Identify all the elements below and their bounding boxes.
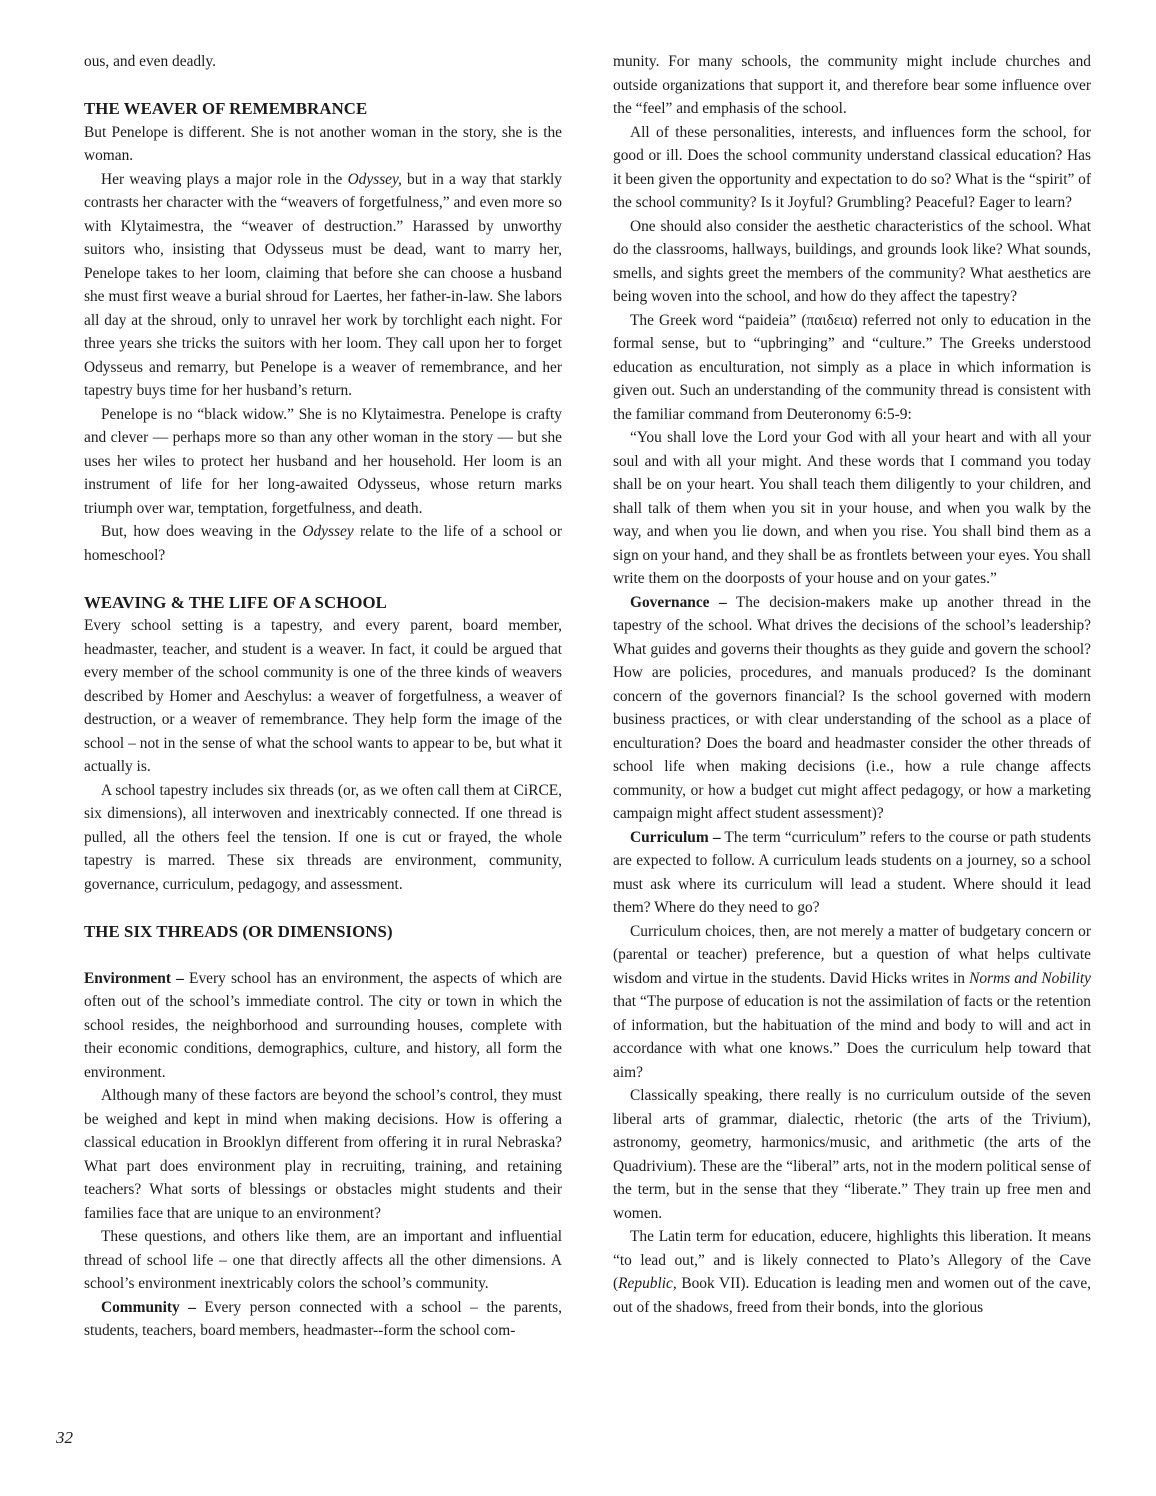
left-column [84,50,562,1343]
paragraph-governance: Governance – The decision-makers make up another thread in the tapestry of the school. What drives the decisions of the school’s leadership? What guides and governs their thoughts as they guide and govern the school? How are policies, procedures, and manuals produced? Is the dominant concern of the governors financial? Is the school governed with modern business practices, or with clear understanding of the school as a place of enculturation? Does the board and headmaster consider the other threads of school life when making decisions (i.e., how a rule change affects community, or how a budget cut might affect pedagogy, or how a marketing campaign might affect student assessment)? [613,593,1092,822]
paragraph: ous, and even deadly. [84,53,216,70]
paragraph-curriculum: Curriculum – The term “curriculum” refers to the course or path students are expected to follow. A curriculum leads students on a journey, so a school must ask where its curriculum will lead a student. Where should it lead them? Where do they need to go? [613,828,1092,916]
paragraph: munity. For many schools, the community might include churches and outside organizations that support it, and therefore bear some influence over the “feel” and emphasis of the school. [613,53,1091,117]
paragraph: Although many of these factors are beyond the school’s control, they must be weighed and kept in mind when making decisions. How is offering a classical education in Brooklyn different from offering it in rural Nebraska? What part does environment play in recruiting, training, and retaining teachers? What sorts of blessings or obstacles might students and their families face that are unique to an environment? [84,1087,562,1222]
paragraph: But, how does weaving in the Odyssey relate to the life of a school or homeschool? [84,523,562,564]
paragraph: Her weaving plays a major role in the Odyssey, but in a way that starkly contrasts her character with the “weavers of forgetfulness,” and even more so with Klytaimestra, the “weaver of destruction.” Harassed by unworthy suitors who, insisting that Odysseus must be dead, want to marry her, Penelope takes to her loom, claiming that before she can choose a husband she must first weave a burial shroud for Laertes, her father-in-law. She labors all day at the shroud, only to unravel her work by torchlight each night. For three years she tricks the suitors with her loom. They call upon her to forget Odysseus and remarry, but Penelope is a weaver of remembrance, and her tapestry buys time for her husband’s return. [84,170,562,399]
quotation-deuteronomy: “You shall love the Lord your God with all your heart and with all your soul and with all your might. And these words that I command you today shall be on your heart. You shall teach them diligently to your children, and shall talk of them when you sit in your house, and when you walk by the way, and when you lie down, and when you rise. You shall bind them as a sign on your hand, and they shall be as frontlets between your eyes. You shall write them on the doorposts of your house and on your gates.” [613,429,1091,587]
paragraph: Every school setting is a tapestry, and every parent, board member, headmaster, teacher, and student is a weaver. In fact, it could be argued that every member of the school community is one of the three kinds of weavers described by Homer and Aeschylus: a weaver of forgetfulness, a weaver of destruction, or a weaver of remembrance. They help form the image of the school – not in the sense of what the school wants to appear to be, but what it actually is. [84,617,562,775]
paragraph: All of these personalities, interests, and influences form the school, for good or ill. Does the school community understand classical education? Has it been given the opportunity and expectation to do so? What is the “spirit” of the school community? Is it Joyful? Grumbling? Peaceful? Eager to learn? [613,123,1091,211]
paragraph: Penelope is no “black widow.” She is no Klytaimestra. Penelope is crafty and clever — perhaps more so than any other woman in the story — but she uses her wiles to protect her husband and her household. Her loom is an instrument of life for her long-awaited Odysseus, whose return marks triumph over war, temptation, forgetfulness, and death. [84,405,562,517]
paragraph: The Greek word “paideia” (παιδεια) referred not only to education in the formal sense, but to “upbringing” and “culture.” The Greeks understood education as enculturation, not simply as a place in which information is given out. Such an understanding of the community thread is consistent with the familiar command from Deuteronomy 6:5-9: [613,311,1091,423]
paragraph-community: Community – Every person connected with a school – the parents, students, teachers, board members, headmaster--form the school com- [84,1298,562,1339]
paragraph: Classically speaking, there really is no curriculum outside of the seven liberal arts of grammar, dialectic, rhetoric (the arts of the Trivium), astronomy, geometry, harmonics/music, and arithmetic (the arts of the Quadrivium). These are the “liberal” arts, not in the modern political sense of the term, but in the sense that they “liberate.” They train up free men and women. [613,1087,1091,1222]
heading-weaver-of-remembrance: THE WEAVER OF REMEMBRANCE [84,99,368,118]
paragraph-environment: Environment – Every school has an environment, the aspects of which are often out of the school’s immediate control. The city or town in which the school resides, the neighborhood and surrounding houses, complete with their economic conditions, demographics, culture, and history, all form the environment. [84,969,562,1081]
paragraph: The Latin term for education, educere, highlights this liberation. It means “to lead out,” and is likely connected to Plato’s Allegory of the Cave (Republic, Book VII). Education is leading men and women out of the cave, out of the shadows, freed from their bonds, into the glorious [613,1228,1091,1316]
paragraph: Curriculum choices, then, are not merely a matter of budgetary concern or (parental or teacher) preference, but a question of what helps cultivate wisdom and virtue in the students. David Hicks writes in Norms and Nobility that “The purpose of education is not the assimilation of facts or the retention of information, but the habituation of the mind and body to will and act in accordance with what one knows.” Does the curriculum help toward that aim? [613,922,1091,1081]
paragraph: These questions, and others like them, are an important and influential thread of school life – one that directly affects all the other dimensions. A school’s environment inextricably colors the school’s community. [84,1228,562,1292]
heading-weaving-life-of-school: WEAVING & THE LIFE OF A SCHOOL [84,592,387,612]
paragraph: But Penelope is different. She is not another woman in the story, she is the woman. [84,123,562,164]
right-column [613,50,1091,1319]
paragraph: One should also consider the aesthetic characteristics of the school. What do the classrooms, hallways, buildings, and grounds look like? What sounds, smells, and sights greet the members of the community? What aesthetics are being woven into the school, and how do they affect the tapestry? [613,217,1091,305]
paragraph: A school tapestry includes six threads (or, as we often call them at CiRCE, six dimensions), all interwoven and inextricably connected. If one thread is pulled, all the others feel the tension. If one is cut or frayed, the whole tapestry is marred. These six threads are environment, community, governance, curriculum, pedagogy, and assessment. [84,781,562,893]
page-number: 32 [56,1428,73,1447]
heading-six-threads: THE SIX THREADS (OR DIMENSIONS) [84,921,393,941]
